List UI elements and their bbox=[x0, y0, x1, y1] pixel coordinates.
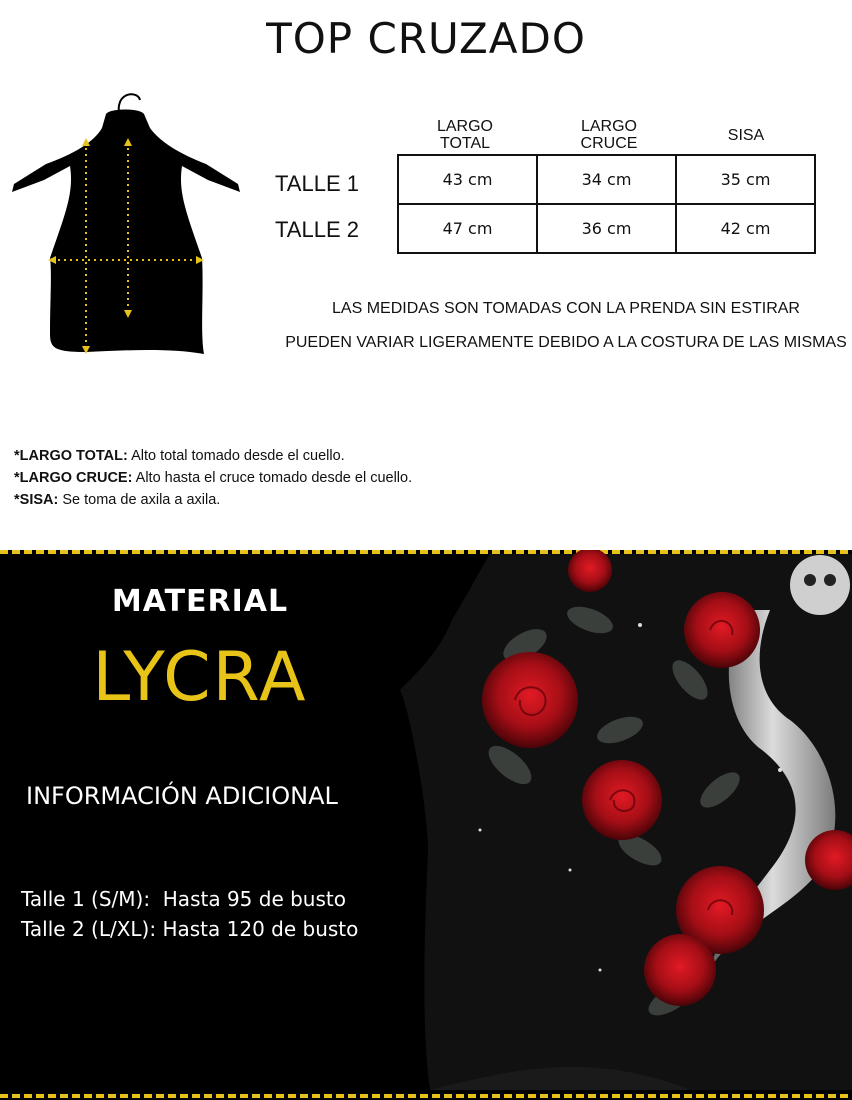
size-table bbox=[397, 154, 816, 254]
definition-item: *LARGO CRUCE: Alto hasta el cruce tomado desde el cuello. bbox=[14, 470, 413, 486]
column-header-sisa: SISA bbox=[727, 127, 765, 144]
table-cell: 43 cm bbox=[398, 155, 537, 204]
definitions-list bbox=[14, 445, 412, 511]
definition-item: *SISA: Se toma de axila a axila. bbox=[14, 492, 221, 508]
rose-icon bbox=[684, 592, 760, 668]
fabric-photo bbox=[390, 550, 852, 1100]
material-section bbox=[0, 550, 852, 1100]
row-label-talle-2: TALLE 2 bbox=[275, 217, 359, 242]
note-sin-estirar: LAS MEDIDAS SON TOMADAS CON LA PRENDA SIN ESTIRAR bbox=[332, 300, 800, 317]
table-cell: 34 cm bbox=[537, 155, 676, 204]
row-label-talle-1: TALLE 1 bbox=[275, 171, 359, 196]
top-silhouette-icon bbox=[12, 110, 240, 355]
table-cell: 42 cm bbox=[676, 204, 815, 253]
garment-diagram bbox=[10, 62, 242, 362]
size-info-talle-1: Talle 1 (S/M): Hasta 95 de busto bbox=[21, 887, 346, 911]
table-cell: 35 cm bbox=[676, 155, 815, 204]
rose-icon bbox=[582, 760, 662, 840]
rose-icon bbox=[568, 550, 612, 592]
table-cell: 47 cm bbox=[398, 204, 537, 253]
rose-icon bbox=[644, 934, 716, 1006]
material-value: LYCRA bbox=[92, 638, 308, 717]
column-header-largo-cruce: LARGO CRUCE bbox=[580, 118, 638, 152]
rose-icon bbox=[482, 652, 578, 748]
note-costura: PUEDEN VARIAR LIGERAMENTE DEBIDO A LA COSTURA DE LAS MISMAS bbox=[285, 334, 847, 351]
table-cell: 36 cm bbox=[537, 204, 676, 253]
column-header-largo-total: LARGO TOTAL bbox=[436, 118, 493, 152]
table-row bbox=[398, 204, 815, 253]
page-title: TOP CRUZADO bbox=[266, 14, 586, 63]
material-label: MATERIAL bbox=[111, 584, 289, 619]
table-row bbox=[398, 155, 815, 204]
info-title: INFORMACIÓN ADICIONAL bbox=[26, 782, 338, 810]
size-info-talle-2: Talle 2 (L/XL): Hasta 120 de busto bbox=[21, 917, 359, 941]
definition-item: *LARGO TOTAL: Alto total tomado desde el cuello. bbox=[14, 448, 345, 464]
